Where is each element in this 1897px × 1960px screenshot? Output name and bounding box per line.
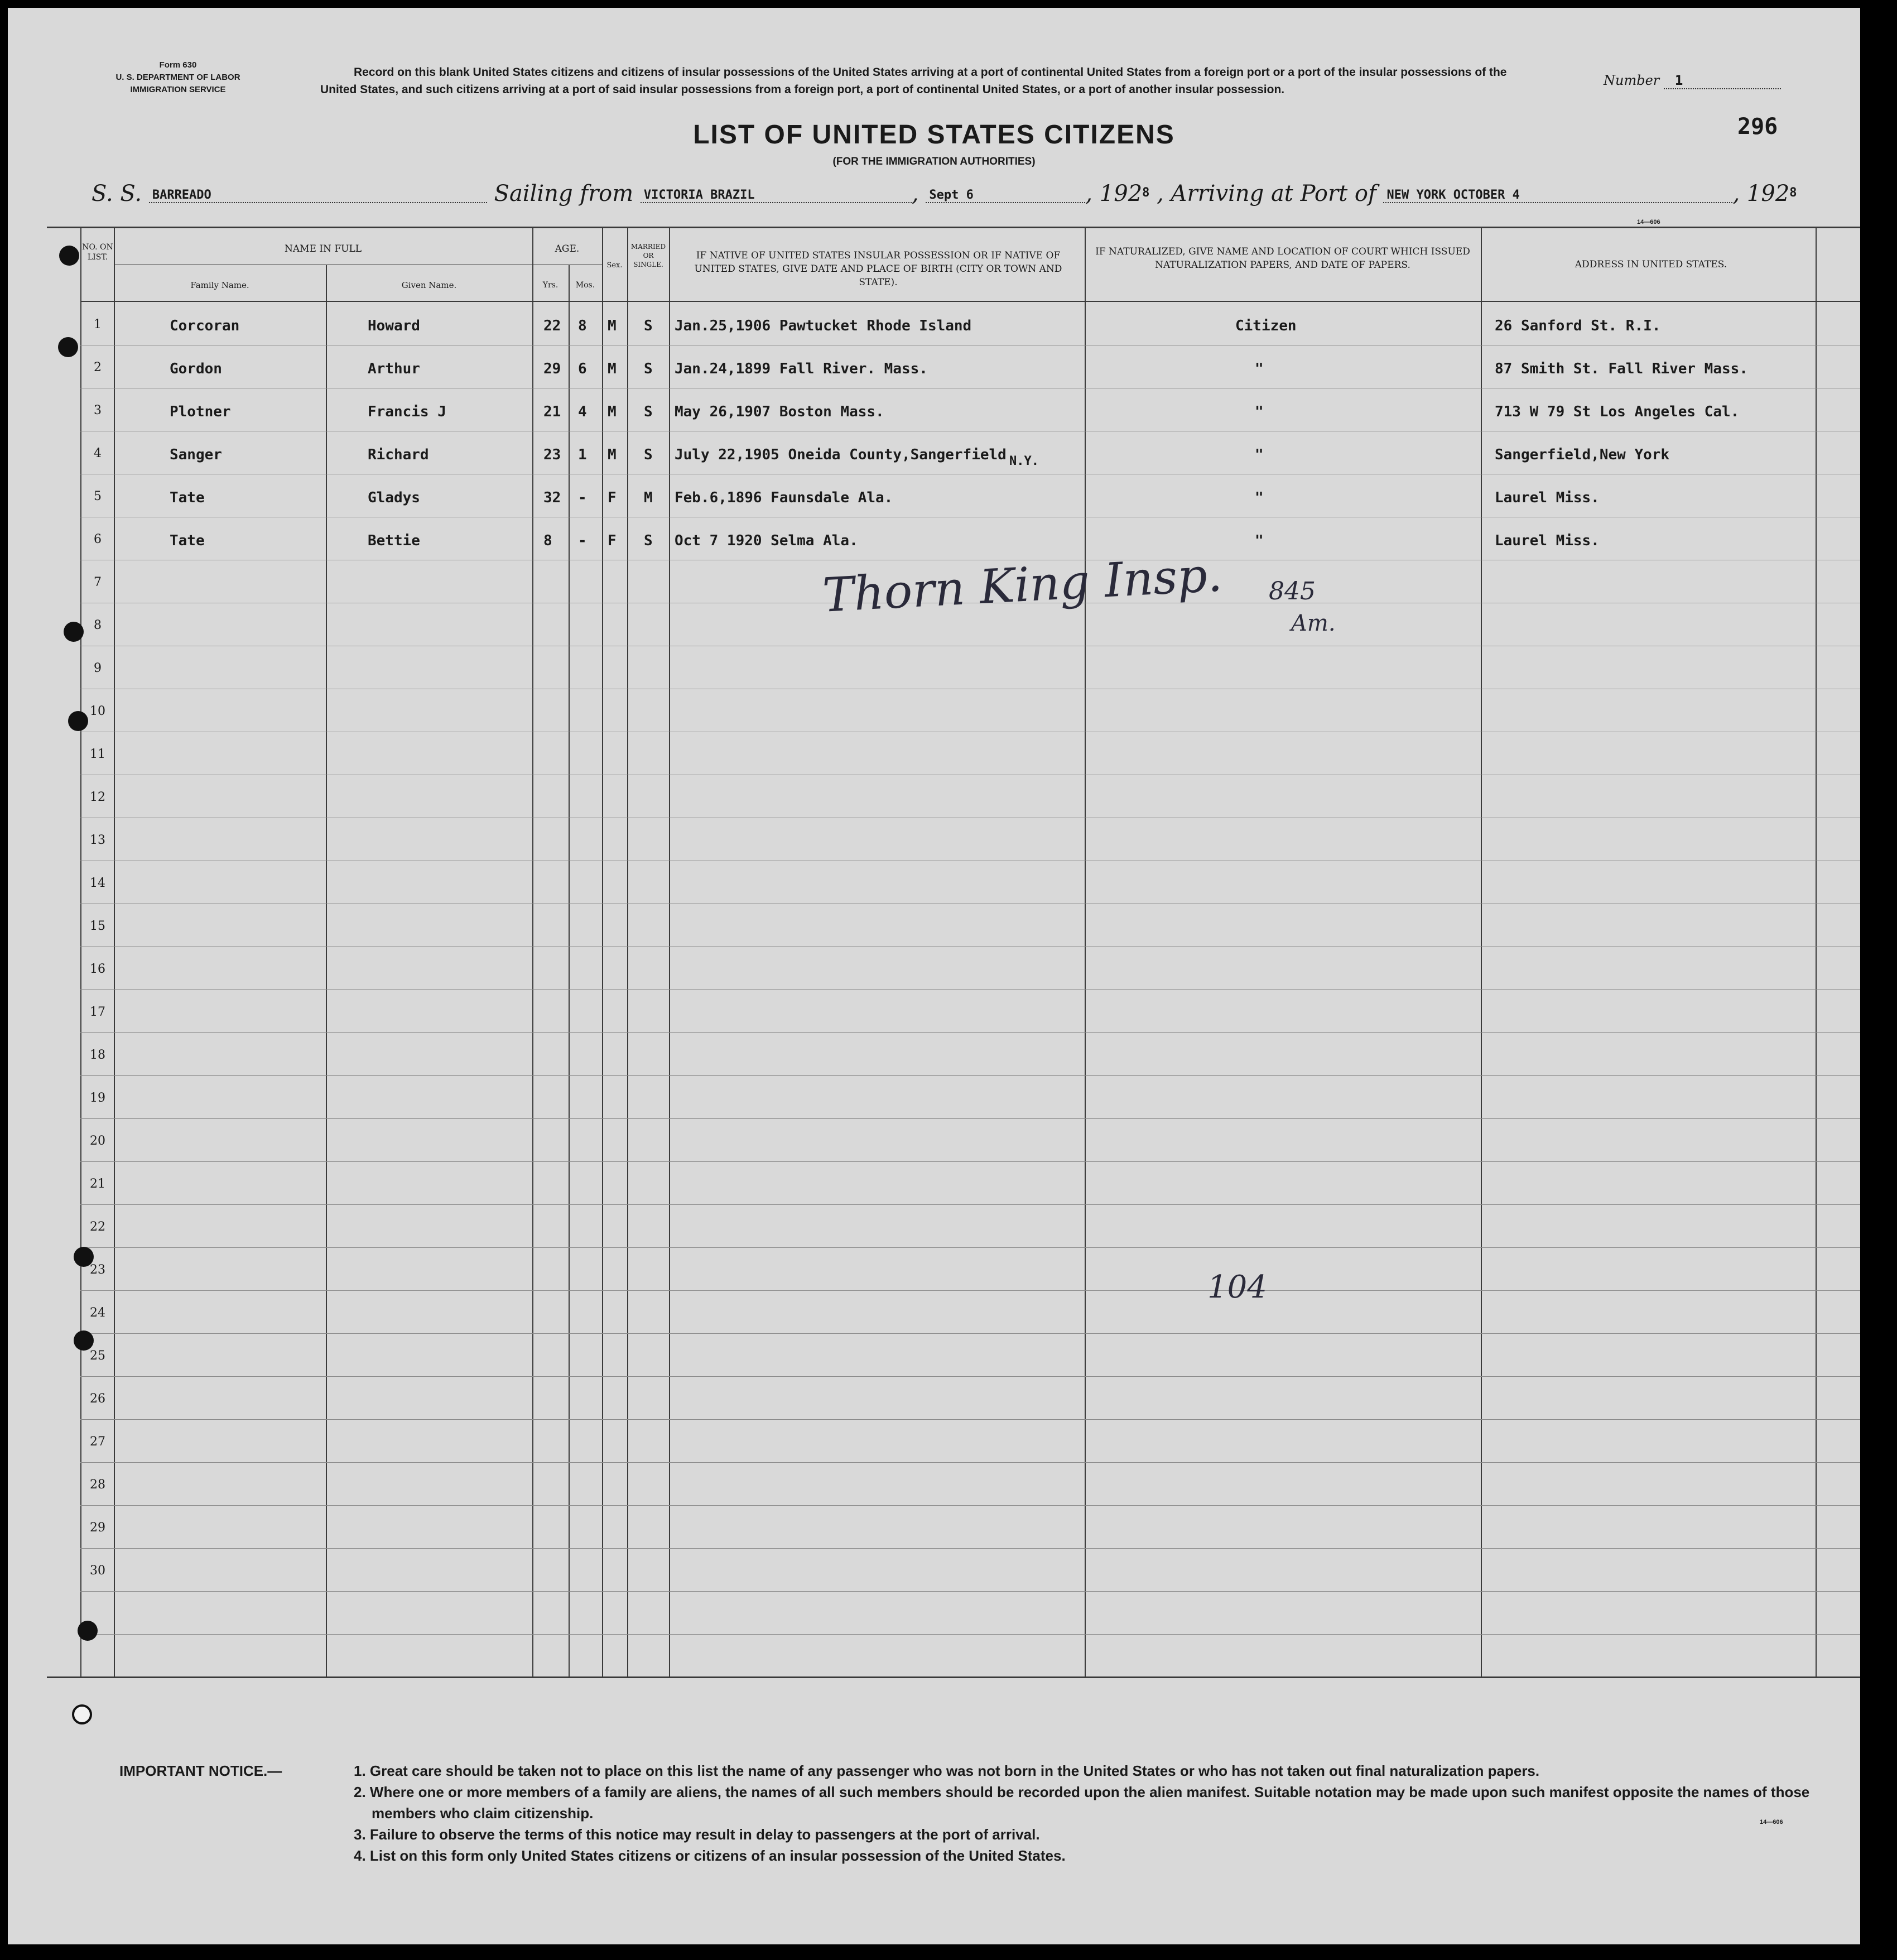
row-rule — [80, 1118, 1860, 1119]
col-rule — [627, 227, 628, 1678]
col-rule — [1816, 227, 1817, 1678]
marital-status: S — [644, 532, 653, 549]
departure-year-prefix: 192 — [1099, 181, 1143, 206]
punch-hole — [72, 1704, 92, 1724]
empty-row-number: 26 — [90, 1392, 105, 1406]
row-rule — [80, 1591, 1860, 1592]
table-bottom-rule — [47, 1676, 1860, 1678]
given-name: Francis J — [368, 403, 446, 420]
notice-item: 2. Where one or more members of a family are aliens, the names of all such members should be recorded upon the alien manifest. Suitable notation may be made upon such manifest opposite the names of those members who claim citizenship. — [354, 1784, 1810, 1822]
empty-row-number: 13 — [90, 833, 105, 847]
empty-row-number: 12 — [90, 790, 105, 804]
notice-item: 4. List on this form only United States citizens or citizens of an insular possession of the United States. — [354, 1847, 1066, 1864]
row-rule — [80, 1634, 1860, 1635]
department: U. S. DEPARTMENT OF LABOR — [115, 73, 240, 82]
manifest-sheet — [8, 8, 1860, 1944]
page-number: 296 — [1737, 114, 1778, 140]
empty-row-number: 30 — [90, 1564, 105, 1578]
header-age: AGE. — [555, 243, 580, 254]
col-rule — [1481, 227, 1482, 1678]
row-rule — [80, 1333, 1860, 1334]
naturalization: " — [1255, 361, 1264, 377]
row-rule — [80, 1505, 1860, 1506]
row-rule — [80, 1247, 1860, 1248]
departure-year-digit: 8 — [1142, 186, 1150, 200]
page-title: LIST OF UNITED STATES CITIZENS — [693, 120, 1175, 150]
family-name: Gordon — [170, 361, 222, 377]
marital-status: S — [644, 318, 653, 334]
birth-date-place: Jan.25,1906 Pawtucket Rhode Island — [675, 318, 972, 334]
col-rule — [669, 227, 670, 1678]
row-rule — [80, 1376, 1860, 1377]
birth-date-place: July 22,1905 Oneida County,Sangerfield — [675, 446, 1007, 463]
header-sex: Sex. — [606, 261, 623, 270]
given-name: Gladys — [368, 489, 420, 506]
empty-row-number: 20 — [90, 1134, 105, 1148]
sex: F — [608, 532, 617, 549]
sex: M — [608, 318, 617, 334]
voyage-line: S. S. BARREADO Sailing from VICTORIA BRAZIL , Sept 6 , $192^8$ , Arriving at Port of NEW YORK OCTOBER 4 , $192^8$ — [92, 181, 1797, 206]
empty-row-number: 24 — [90, 1306, 105, 1320]
age-years: 8 — [543, 532, 552, 549]
naturalization: " — [1255, 532, 1264, 549]
sex: M — [608, 403, 617, 420]
age-months: - — [578, 489, 587, 506]
header-birth: IF NATIVE OF UNITED STATES INSULAR POSSESSION OR IF NATIVE OF UNITED STATES, GIVE DATE AND PLACE OF BIRTH (CITY OR TOWN AND STATE). — [694, 250, 1062, 288]
col-rule — [569, 265, 570, 1678]
important-notice — [119, 1760, 1860, 1866]
notice-label: IMPORTANT NOTICE.— — [119, 1762, 282, 1779]
age-years: 32 — [543, 489, 561, 506]
empty-row-number: 27 — [90, 1435, 105, 1449]
row-rule — [80, 989, 1860, 990]
empty-row-number: 10 — [90, 704, 105, 718]
naturalization: " — [1255, 403, 1264, 420]
row-number: 5 — [94, 489, 102, 503]
empty-row-number: 23 — [90, 1263, 105, 1277]
col-rule — [114, 227, 115, 1678]
empty-row-number: 9 — [94, 661, 102, 675]
col-rule — [326, 265, 327, 1678]
birth-date-place: Jan.24,1899 Fall River. Mass. — [675, 361, 928, 377]
us-address: 87 Smith St. Fall River Mass. — [1495, 361, 1748, 377]
row-rule — [80, 1075, 1860, 1076]
given-name: Bettie — [368, 532, 420, 549]
header-married-single: MARRIED OR SINGLE. — [630, 243, 666, 268]
row-number: 4 — [94, 446, 102, 460]
row-rule — [80, 1161, 1860, 1162]
given-name: Richard — [368, 446, 429, 463]
arrival-port: NEW YORK OCTOBER 4 — [1383, 188, 1732, 203]
col-rule — [602, 227, 603, 1678]
header-address: ADDRESS IN UNITED STATES. — [1575, 259, 1727, 270]
age-years: 22 — [543, 318, 561, 334]
arriving-label: , Arriving at Port of — [1157, 181, 1376, 206]
sex: M — [608, 361, 617, 377]
sex: F — [608, 489, 617, 506]
empty-row-number: 29 — [90, 1521, 105, 1535]
sex: M — [608, 446, 617, 463]
empty-row-number: 16 — [90, 962, 105, 976]
empty-row-number: 21 — [90, 1177, 105, 1191]
ship-name: BARREADO — [149, 188, 487, 203]
birth-date-place: May 26,1907 Boston Mass. — [675, 403, 884, 420]
given-name: Arthur — [368, 361, 420, 377]
punch-hole — [78, 1621, 98, 1641]
family-name: Tate — [170, 489, 205, 506]
header-mos: Mos. — [575, 281, 595, 290]
empty-row-number: 19 — [90, 1091, 105, 1105]
row-rule — [80, 1032, 1860, 1033]
punch-hole — [64, 622, 84, 642]
age-months: - — [578, 532, 587, 549]
marital-status: M — [644, 489, 653, 506]
age-years: 21 — [543, 403, 561, 420]
list-number — [1604, 73, 1781, 89]
empty-row-number: 7 — [94, 575, 102, 589]
footer-code: 14—606 — [1760, 1819, 1783, 1826]
header-name-in-full: NAME IN FULL — [284, 243, 362, 254]
notice-item: 1. Great care should be taken not to place on this list the name of any passenger who was not born in the United States or who has not taken out final naturalization papers. — [354, 1762, 1540, 1779]
col-rule — [1085, 227, 1086, 1678]
form-instructions: Record on this blank United States citizens and citizens of insular possessions of the United States arriving at a port of continental United States from a foreign port or a port of the insular possessions of the United States, and such citizens arriving at a port of said insular possessions from a foreign port, a port of continental United States, or a port of another insular possession. — [320, 66, 1507, 96]
age-months: 1 — [578, 446, 587, 463]
row-rule — [80, 1290, 1860, 1291]
ss-label: S. S. — [92, 181, 142, 206]
family-name: Corcoran — [170, 318, 240, 334]
family-name: Tate — [170, 532, 205, 549]
marital-status: S — [644, 403, 653, 420]
us-address: 26 Sanford St. R.I. — [1495, 318, 1661, 334]
punch-hole — [74, 1330, 94, 1351]
age-years: 29 — [543, 361, 561, 377]
empty-row-number: 17 — [90, 1005, 105, 1019]
marital-status: S — [644, 446, 653, 463]
header-given-name: Given Name. — [401, 280, 457, 290]
arrival-year-prefix: 192 — [1746, 181, 1790, 206]
form-number: Form 630 — [159, 60, 197, 70]
page-subtitle: (FOR THE IMMIGRATION AUTHORITIES) — [832, 156, 1036, 167]
birth-date-place: Oct 7 1920 Selma Ala. — [675, 532, 858, 549]
us-address: Sangerfield,New York — [1495, 446, 1670, 463]
empty-row-number: 18 — [90, 1048, 105, 1062]
table-top-rule — [47, 227, 1860, 228]
naturalization: Citizen — [1235, 318, 1297, 334]
row-number: 6 — [94, 532, 102, 546]
printer-mark: 14—606 — [1637, 219, 1660, 225]
row-rule — [80, 1204, 1860, 1205]
header-naturalized: IF NATURALIZED, GIVE NAME AND LOCATION OF COURT WHICH ISSUED NATURALIZATION PAPERS, AND DATE OF PAPERS. — [1095, 246, 1470, 271]
row-rule — [80, 1419, 1860, 1420]
age-years: 23 — [543, 446, 561, 463]
birth-note-row4: N.Y. — [1009, 454, 1039, 468]
empty-row-number: 25 — [90, 1349, 105, 1363]
header-yrs: Yrs. — [542, 281, 558, 290]
empty-row-number: 11 — [90, 747, 105, 761]
sailing-label: Sailing from — [494, 181, 634, 206]
form-identifier — [92, 59, 264, 96]
stamp-number: 104 — [1207, 1269, 1267, 1305]
list-number-label: Number — [1604, 73, 1660, 88]
naturalization: " — [1255, 446, 1264, 463]
empty-row-number: 14 — [90, 876, 105, 890]
row-rule — [80, 1462, 1860, 1463]
service: IMMIGRATION SERVICE — [130, 85, 226, 94]
marital-status: S — [644, 361, 653, 377]
header-no: NO. ON LIST. — [82, 243, 113, 262]
header-family-name: Family Name. — [190, 280, 249, 290]
row-number: 3 — [94, 403, 102, 417]
age-months: 6 — [578, 361, 587, 377]
empty-row-number: 22 — [90, 1220, 105, 1234]
notice-item: 3. Failure to observe the terms of this notice may result in delay to passengers at the port of arrival. — [354, 1826, 1040, 1843]
punch-hole — [74, 1247, 94, 1267]
row-rule — [80, 1548, 1860, 1549]
inspector-signature: Thorn King Insp. — [821, 547, 1224, 623]
inspection-time: 845 — [1269, 577, 1316, 606]
family-name: Plotner — [170, 403, 231, 420]
us-address: Laurel Miss. — [1495, 532, 1600, 549]
notice-items — [354, 1760, 1860, 1866]
row-number: 2 — [94, 361, 102, 374]
punch-hole — [58, 337, 78, 357]
birth-date-place: Feb.6,1896 Faunsdale Ala. — [675, 489, 893, 506]
list-number-value: 1 — [1664, 73, 1781, 89]
inspection-time-suffix: Am. — [1291, 611, 1336, 636]
header-bottom-rule — [80, 301, 1860, 302]
age-months: 8 — [578, 318, 587, 334]
row-number: 1 — [94, 318, 102, 332]
family-name: Sanger — [170, 446, 222, 463]
us-address: 713 W 79 St Los Angeles Cal. — [1495, 403, 1740, 420]
departure-date: Sept 6 — [926, 188, 1085, 203]
empty-row-number: 8 — [94, 618, 102, 632]
col-rule — [532, 227, 533, 1678]
us-address: Laurel Miss. — [1495, 489, 1600, 506]
punch-hole — [68, 711, 88, 731]
punch-hole — [59, 246, 79, 266]
age-months: 4 — [578, 403, 587, 420]
departure-port: VICTORIA BRAZIL — [641, 188, 912, 203]
empty-row-number: 15 — [90, 919, 105, 933]
naturalization: " — [1255, 489, 1264, 506]
given-name: Howard — [368, 318, 420, 334]
col-rule — [80, 227, 81, 1678]
arrival-year-digit: 8 — [1789, 186, 1797, 200]
empty-row-number: 28 — [90, 1478, 105, 1492]
